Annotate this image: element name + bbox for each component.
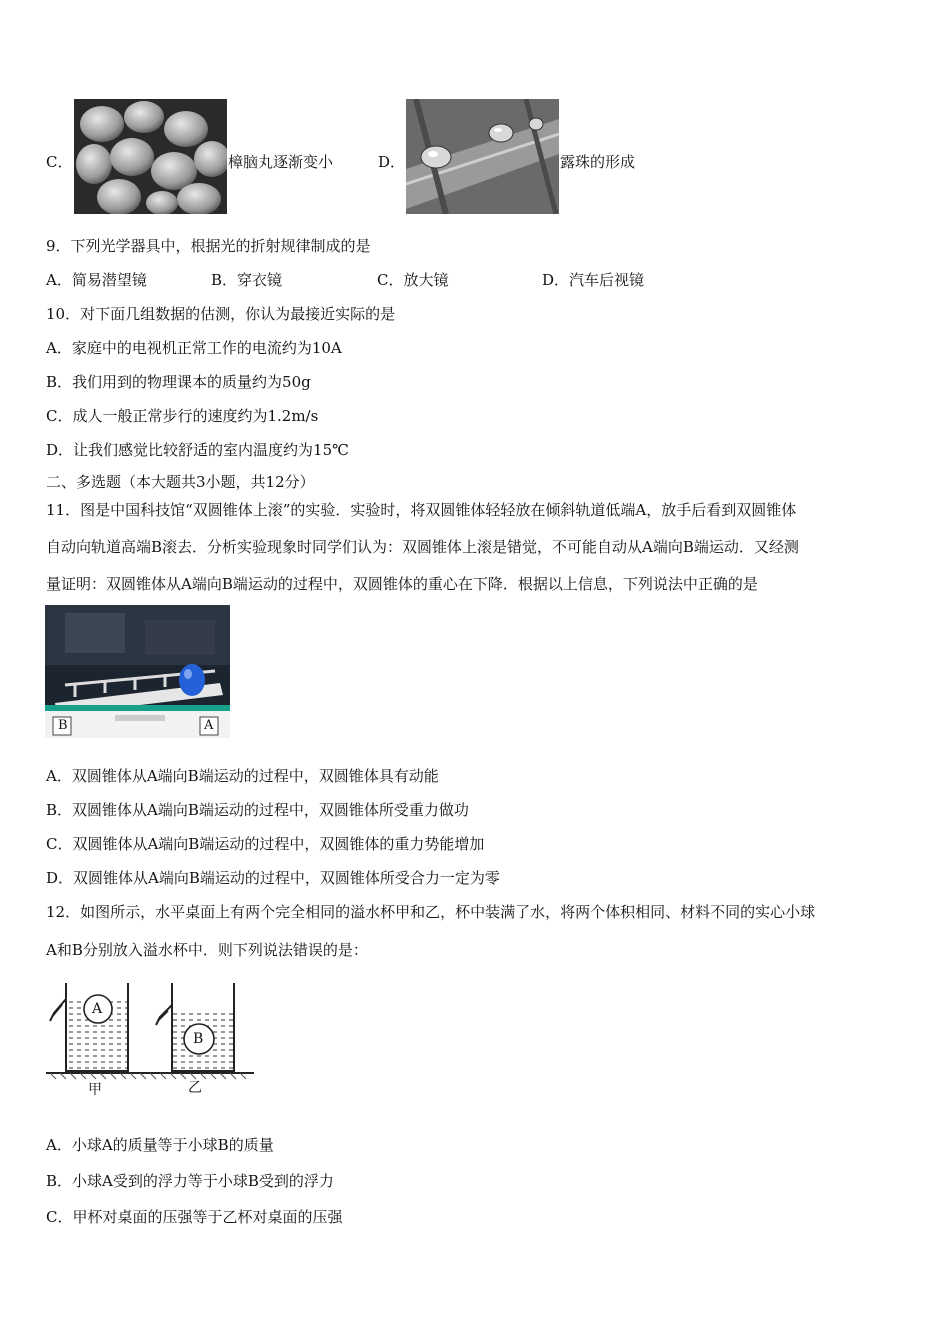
q10-stem: 10．对下面几组数据的估测，你认为最接近实际的是 xyxy=(46,305,396,323)
q12-stem-line-2: A和B分别放入溢水杯中．则下列说法错误的是： xyxy=(46,941,368,959)
cup-yi-label: 乙 xyxy=(188,1080,202,1096)
q9-stem: 9．下列光学器具中，根据光的折射规律制成的是 xyxy=(46,237,371,255)
q10-option-b: B．我们用到的物理课本的质量约为50g xyxy=(46,373,311,391)
q9-option-d: D．汽车后视镜 xyxy=(542,271,645,289)
cup-jia-label: 甲 xyxy=(88,1082,102,1098)
q8-option-c-text: 樟脑丸逐渐变小 xyxy=(228,153,334,171)
double-cone-photo xyxy=(45,605,230,738)
figure-label-a: A xyxy=(204,718,214,733)
q9-option-b: B．穿衣镜 xyxy=(211,271,283,289)
ball-b-label: B xyxy=(193,1031,204,1047)
ball-a-label: A xyxy=(92,1001,103,1017)
q12-option-b: B．小球A受到的浮力等于小球B受到的浮力 xyxy=(46,1172,334,1190)
q9-option-a: A．简易潜望镜 xyxy=(46,271,147,289)
q9-option-c: C．放大镜 xyxy=(377,271,449,289)
q8-option-c-letter: C． xyxy=(46,153,73,171)
q11-stem-line-1: 11．图是中国科技馆“双圆锥体上滚”的实验．实验时，将双圆锥体轻轻放在倾斜轨道低端A，放手后看到双圆锥体 xyxy=(46,501,797,519)
figure-label-b: B xyxy=(58,718,68,733)
section-heading: 二、多选题（本大题共3小题，共12分） xyxy=(46,473,315,491)
q11-option-d: D．双圆锥体从A端向B端运动的过程中，双圆锥体所受合力一定为零 xyxy=(46,869,500,887)
q11-stem-line-2: 自动向轨道高端B滚去．分析实验现象时同学们认为：双圆锥体上滚是错觉，不可能自动从A端向B端运动．又经测 xyxy=(46,538,799,556)
dewdrop-photo xyxy=(406,99,559,214)
q10-option-a: A．家庭中的电视机正常工作的电流约为10A xyxy=(46,339,342,357)
overflow-cups-figure xyxy=(44,975,256,1105)
mothball-photo xyxy=(74,99,227,214)
q12-stem-line-1: 12．如图所示，水平桌面上有两个完全相同的溢水杯甲和乙，杯中装满了水，将两个体积相同、材料不同的实心小球 xyxy=(46,903,816,921)
q8-option-d-letter: D． xyxy=(378,153,406,171)
q10-option-c: C．成人一般正常步行的速度约为1.2m/s xyxy=(46,407,319,425)
q12-option-c: C．甲杯对桌面的压强等于乙杯对桌面的压强 xyxy=(46,1208,343,1226)
q11-option-b: B．双圆锥体从A端向B端运动的过程中，双圆锥体所受重力做功 xyxy=(46,801,469,819)
q8-option-d-text: 露珠的形成 xyxy=(560,153,636,171)
q11-stem-line-3: 量证明：双圆锥体从A端向B端运动的过程中，双圆锥体的重心在下降．根据以上信息，下列说法中正确的是 xyxy=(46,575,758,593)
q12-option-a: A．小球A的质量等于小球B的质量 xyxy=(46,1136,274,1154)
q11-option-c: C．双圆锥体从A端向B端运动的过程中，双圆锥体的重力势能增加 xyxy=(46,835,485,853)
q11-option-a: A．双圆锥体从A端向B端运动的过程中，双圆锥体具有动能 xyxy=(46,767,439,785)
q10-option-d: D．让我们感觉比较舒适的室内温度约为15℃ xyxy=(46,441,349,459)
